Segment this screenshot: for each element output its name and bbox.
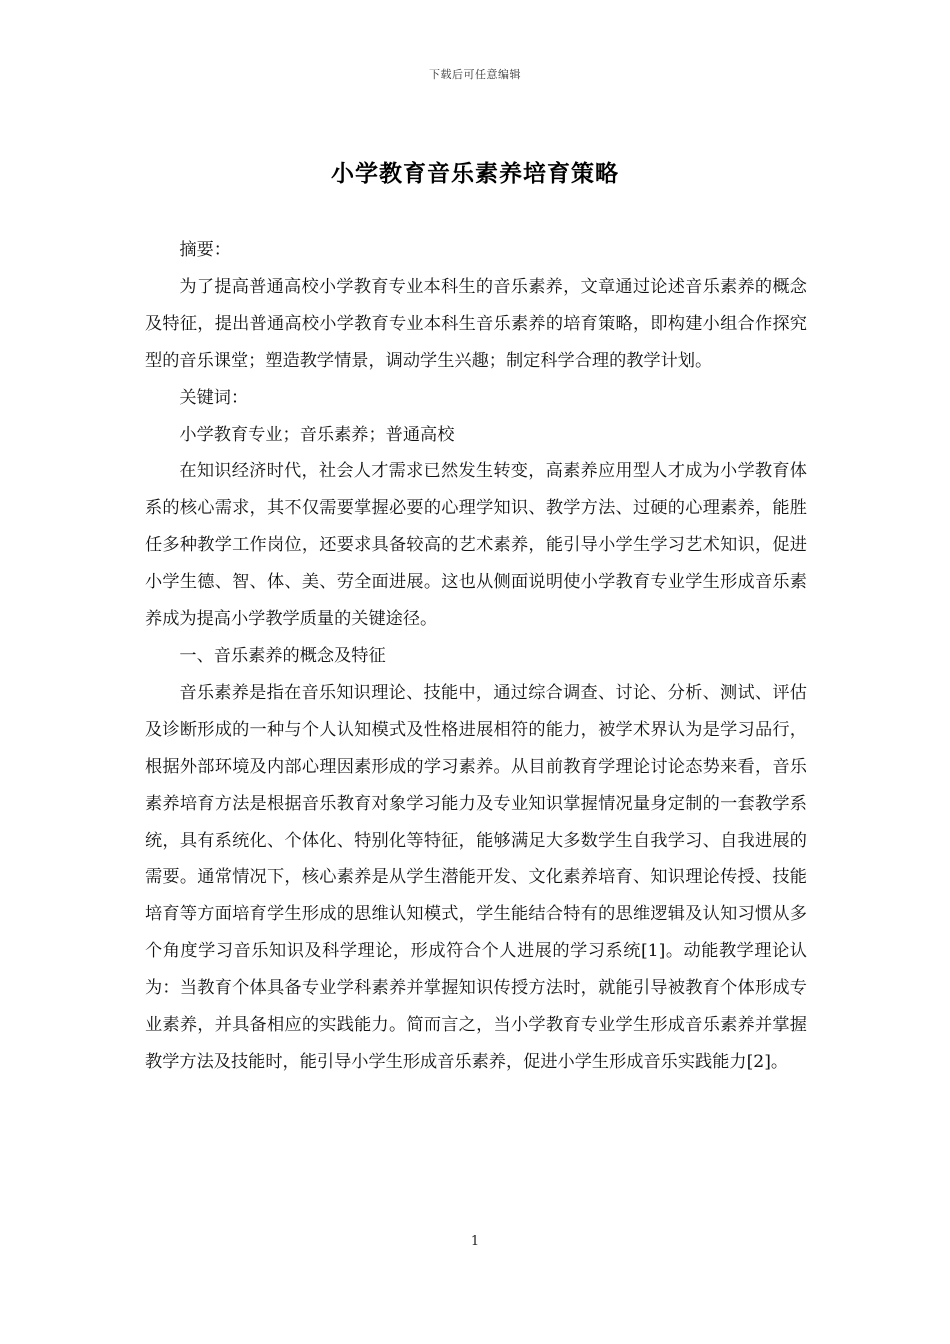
section-paragraph: 音乐素养是指在音乐知识理论、技能中，通过综合调查、讨论、分析、测试、评估及诊断形成的一种与个人认知模式及性格进展相符的能力，被学术界认为是学习品行，根据外部环境及内部心理因素形成的学习素养。从目前教育学理论讨论态势来看，音乐素养培育方法是根据音乐教育对象学习能力及专业知识掌握情况量身定制的一套教学系统，具有系统化、个体化、特别化等特征，能够满足大多数学生自我学习、自我进展的需要。通常情况下，核心素养是从学生潜能开发、文化素养培育、知识理论传授、技能培育等方面培育学生形成的思维认知模式，学生能结合特有的思维逻辑及认知习惯从多个角度学习音乐知识及科学理论，形成符合个人进展的学习系统[1]。动能教学理论认为：当教育个体具备专业学科素养并掌握知识传授方法时，就能引导被教育个体形成专业素养，并具备相应的实践能力。简而言之，当小学教育专业学生形成音乐素养并掌握教学方法及技能时，能引导小学生形成音乐素养，促进小学生形成音乐实践能力[2]。: [145, 682, 807, 1072]
abstract-text: 为了提高普通高校小学教育专业本科生的音乐素养，文章通过论述音乐素养的概念及特征，提出普通高校小学教育专业本科生音乐素养的培育策略，即构建小组合作探究型的音乐课堂；塑造教学情景，调动学生兴趣；制定科学合理的教学计划。: [145, 276, 807, 371]
header-note: 下载后可任意编辑: [429, 68, 521, 81]
keywords-text: 小学教育专业；音乐素养；普通高校: [179, 424, 455, 445]
intro-paragraph: 在知识经济时代，社会人才需求已然发生转变，高素养应用型人才成为小学教育体系的核心需求，其不仅需要掌握必要的心理学知识、教学方法、过硬的心理素养，能胜任多种教学工作岗位，还要求具备较高的艺术素养，能引导小学生学习艺术知识，促进小学生德、智、体、美、劳全面进展。这也从侧面说明使小学教育专业学生形成音乐素养成为提高小学教学质量的关键途径。: [145, 461, 807, 630]
keywords-heading: 关键词：: [179, 387, 249, 408]
document-body: [145, 232, 807, 1081]
section-heading: 一、音乐素养的概念及特征: [179, 645, 386, 666]
document-title: 小学教育音乐素养培育策略: [331, 160, 619, 187]
abstract-heading: 摘要：: [179, 240, 231, 260]
page-number: 1: [470, 1234, 480, 1249]
